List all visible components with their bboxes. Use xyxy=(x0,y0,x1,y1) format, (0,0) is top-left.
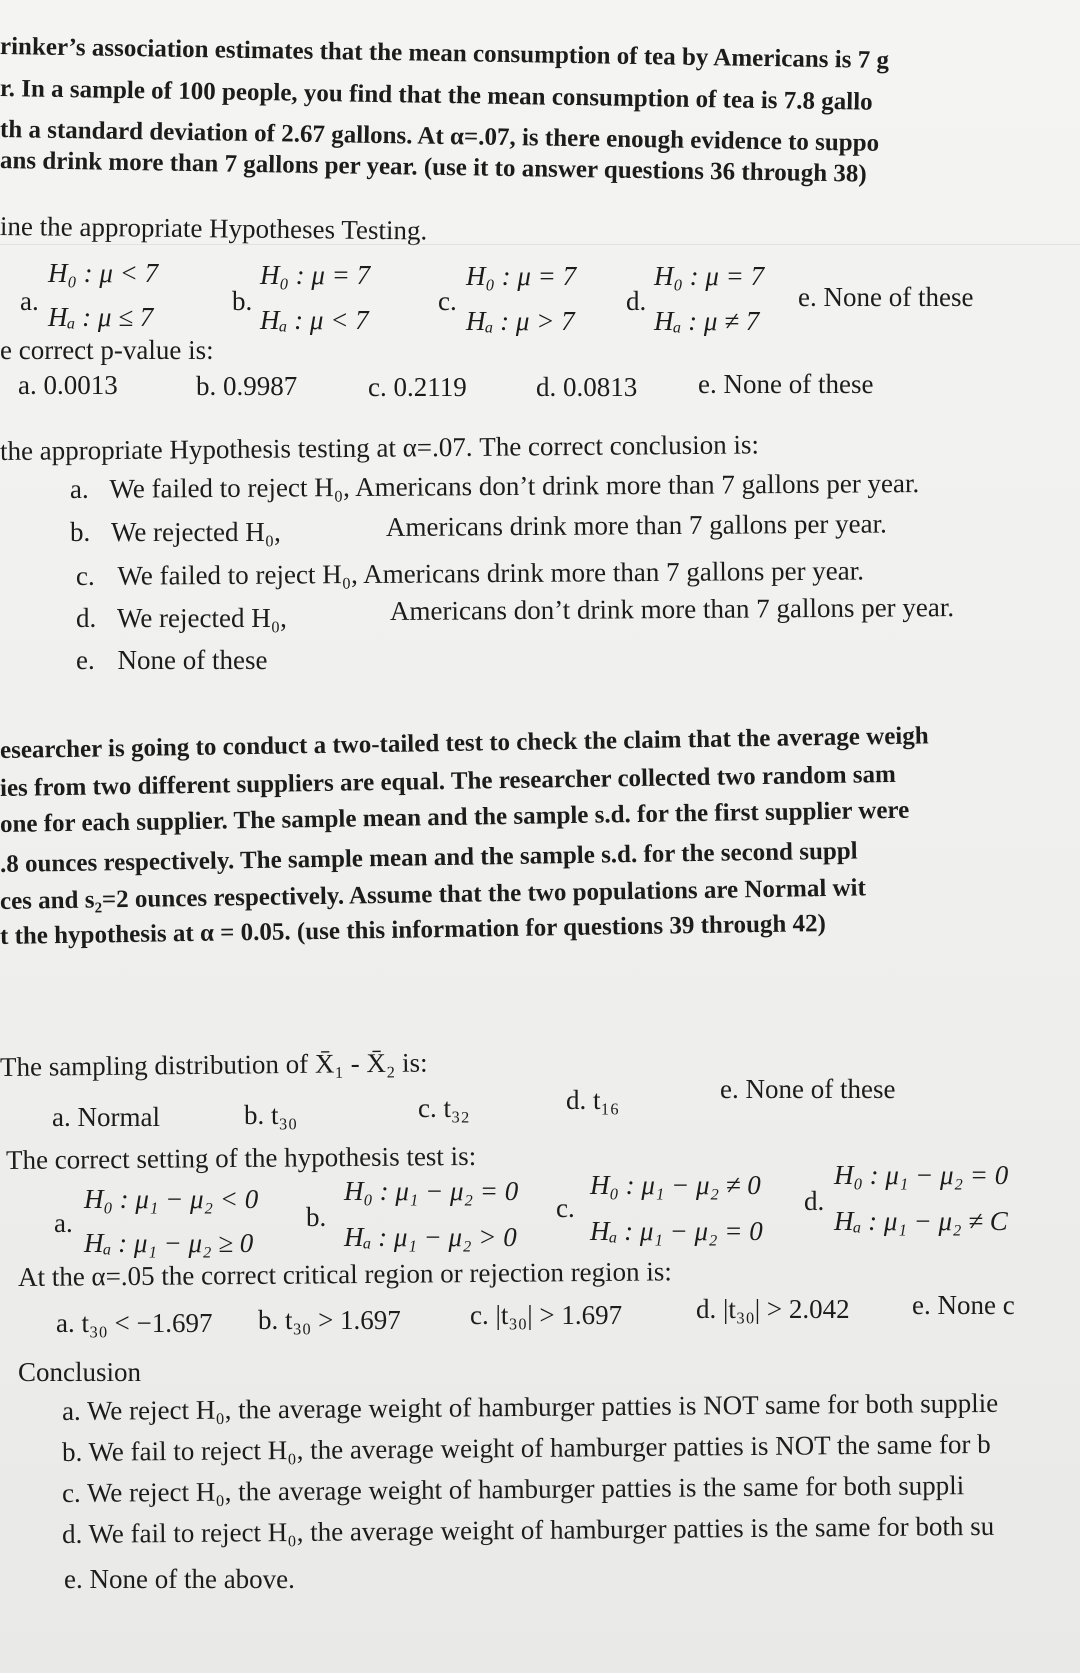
q39-option-b: b. t₃₀ xyxy=(244,1100,298,1130)
q39-option-a: a. Normal xyxy=(52,1102,160,1132)
q40-prompt: The correct setting of the hypothesis test is: xyxy=(5,1140,477,1175)
q36-option-c-h0: H₀ : μ = 7 xyxy=(466,261,577,291)
q39-option-d: d. t₁₆ xyxy=(566,1085,620,1115)
q40-option-c-letter: c. xyxy=(556,1193,575,1223)
q36-option-c-ha: Hₐ : μ > 7 xyxy=(466,306,575,336)
q40-option-d-h0: H₀ : μ₁ − μ₂ = 0 xyxy=(834,1160,1009,1190)
q36-option-b-h0: H₀ : μ = 7 xyxy=(260,260,371,290)
q38-option-e xyxy=(76,645,267,676)
q41-option-a: a. t₃₀ < −1.697 xyxy=(56,1308,213,1338)
q36-option-e xyxy=(798,282,973,313)
q42-option-d: d. We fail to reject H₀, the average weight of hamburger patties is the same for both su xyxy=(61,1510,995,1549)
q40-option-b-letter: b. xyxy=(306,1202,327,1232)
q38-option-d-left xyxy=(76,603,287,634)
q38-option-b-decision: We rejected H₀, xyxy=(111,517,281,547)
q42-option-a: a. We reject H₀, the average weight of hamburger patties is NOT same for both supplie xyxy=(61,1387,999,1426)
q37-option-c: c. 0.2119 xyxy=(368,372,467,402)
q38-option-a xyxy=(70,468,919,505)
q38-option-d-statement: Americans don’t drink more than 7 gallons per year. xyxy=(389,592,955,626)
q41-prompt: At the α=.05 the correct critical region or rejection region is: xyxy=(17,1256,672,1292)
q36-option-e-letter: e. xyxy=(798,282,817,312)
q38-option-e-letter: e. xyxy=(76,645,95,675)
q38-option-c xyxy=(76,555,864,592)
q36-option-a-h0: H₀ : μ < 7 xyxy=(48,258,159,288)
q37-option-a: a. 0.0013 xyxy=(18,370,118,400)
q42-option-b: b. We fail to reject H₀, the average weight of hamburger patties is NOT the same for b xyxy=(61,1428,991,1467)
problem1-intro-line-3: th a standard deviation of 2.67 gallons. At α=.07, is there enough evidence to suppo xyxy=(0,116,880,157)
q38-option-d-letter: d. xyxy=(76,603,97,633)
q38-option-a-letter: a. xyxy=(69,473,89,504)
q38-option-c-statement: Americans drink more than 7 gallons per year. xyxy=(363,555,865,589)
q38-option-c-letter: c. xyxy=(75,560,95,591)
q40-option-b-ha: Hₐ : μ₁ − μ₂ > 0 xyxy=(344,1222,517,1252)
q36-option-a-letter: a. xyxy=(20,286,39,316)
problem2-intro-line-5: ces and s₂=2 ounces respectively. Assume that the two populations are Normal wit xyxy=(0,874,867,915)
q41-option-b: b. t₃₀ > 1.697 xyxy=(258,1305,401,1335)
problem2-intro-line-2: ies from two different suppliers are equal. The researcher collected two random sam xyxy=(0,760,897,802)
q38-option-d-decision: We rejected H₀, xyxy=(117,603,287,633)
q40-option-a-ha: Hₐ : μ₁ − μ₂ ≥ 0 xyxy=(84,1228,254,1258)
q42-prompt: Conclusion xyxy=(18,1357,142,1387)
q36-option-e-text: None of these xyxy=(823,282,974,312)
q36-option-c-letter: c. xyxy=(438,286,457,316)
q39-option-c: c. t₃₂ xyxy=(418,1093,470,1123)
q37-option-e: e. None of these xyxy=(698,369,874,399)
q41-option-d: d. |t₃₀| > 2.042 xyxy=(696,1294,850,1324)
q36-option-b-ha: Hₐ : μ < 7 xyxy=(260,305,369,335)
q40-option-a-h0: H₀ : μ₁ − μ₂ < 0 xyxy=(84,1184,259,1214)
q38-option-b-statement: Americans drink more than 7 gallons per year. xyxy=(385,508,887,542)
problem2-intro-line-6: t the hypothesis at α = 0.05. (use this information for questions 39 through 42) xyxy=(0,910,827,950)
q36-option-d-ha: Hₐ : μ ≠ 7 xyxy=(654,306,760,336)
q41-option-e: e. None c xyxy=(912,1290,1015,1320)
q41-option-c: c. |t₃₀| > 1.697 xyxy=(470,1300,623,1330)
q40-option-c-h0: H₀ : μ₁ − μ₂ ≠ 0 xyxy=(590,1170,761,1200)
divider xyxy=(0,244,1080,245)
q40-option-b-h0: H₀ : μ₁ − μ₂ = 0 xyxy=(344,1176,519,1206)
q40-option-a-letter: a. xyxy=(54,1208,73,1238)
q37-option-d: d. 0.0813 xyxy=(536,372,638,402)
problem2-intro-line-4: .8 ounces respectively. The sample mean and the sample s.d. for the second suppl xyxy=(0,837,858,878)
q42-option-e: e. None of the above. xyxy=(64,1564,295,1594)
q40-option-d-letter: d. xyxy=(804,1186,825,1216)
q36-option-d-h0: H₀ : μ = 7 xyxy=(654,261,765,291)
q38-option-c-decision: We failed to reject H₀, xyxy=(117,559,358,591)
q39-prompt: The sampling distribution of X̄₁ - X̄₂ is: xyxy=(0,1047,428,1082)
q38-option-b-left xyxy=(70,517,281,548)
q37-option-b: b. 0.9987 xyxy=(196,371,298,401)
q38-option-b-letter: b. xyxy=(70,517,91,547)
problem1-intro-line-1: rinker’s association estimates that the mean consumption of tea by Americans is 7 g xyxy=(0,33,890,74)
problem1-intro-line-4: ans drink more than 7 gallons per year. (use it to answer questions 36 through 38) xyxy=(0,147,867,188)
q36-option-a-ha: Hₐ : μ ≤ 7 xyxy=(48,302,154,332)
q37-prompt: e correct p-value is: xyxy=(0,335,214,365)
q38-option-a-statement: Americans don’t drink more than 7 gallons per year. xyxy=(355,468,920,503)
q36-option-b-letter: b. xyxy=(232,286,253,316)
q36-option-d-letter: d. xyxy=(626,286,647,316)
problem2-intro-line-1: esearcher is going to conduct a two-tailed test to check the claim that the average weigh xyxy=(0,722,929,764)
q42-option-c: c. We reject H₀, the average weight of hamburger patties is the same for both suppli xyxy=(61,1470,965,1508)
q39-option-e: e. None of these xyxy=(720,1074,896,1104)
problem2-intro-line-3: one for each supplier. The sample mean and the sample s.d. for the first supplier were xyxy=(0,796,910,838)
q38-option-a-decision: We failed to reject H₀, xyxy=(109,472,350,504)
q40-option-c-ha: Hₐ : μ₁ − μ₂ = 0 xyxy=(590,1216,763,1246)
problem1-intro-line-2: r. In a sample of 100 people, you find that the mean consumption of tea is 7.8 gallo xyxy=(0,75,873,116)
q38-option-e-text: None of these xyxy=(117,645,268,675)
q40-option-d-ha: Hₐ : μ₁ − μ₂ ≠ C xyxy=(834,1206,1008,1236)
q38-prompt: the appropriate Hypothesis testing at α=.07. The correct conclusion is: xyxy=(0,429,760,466)
q36-prompt: ine the appropriate Hypotheses Testing. xyxy=(0,211,428,246)
